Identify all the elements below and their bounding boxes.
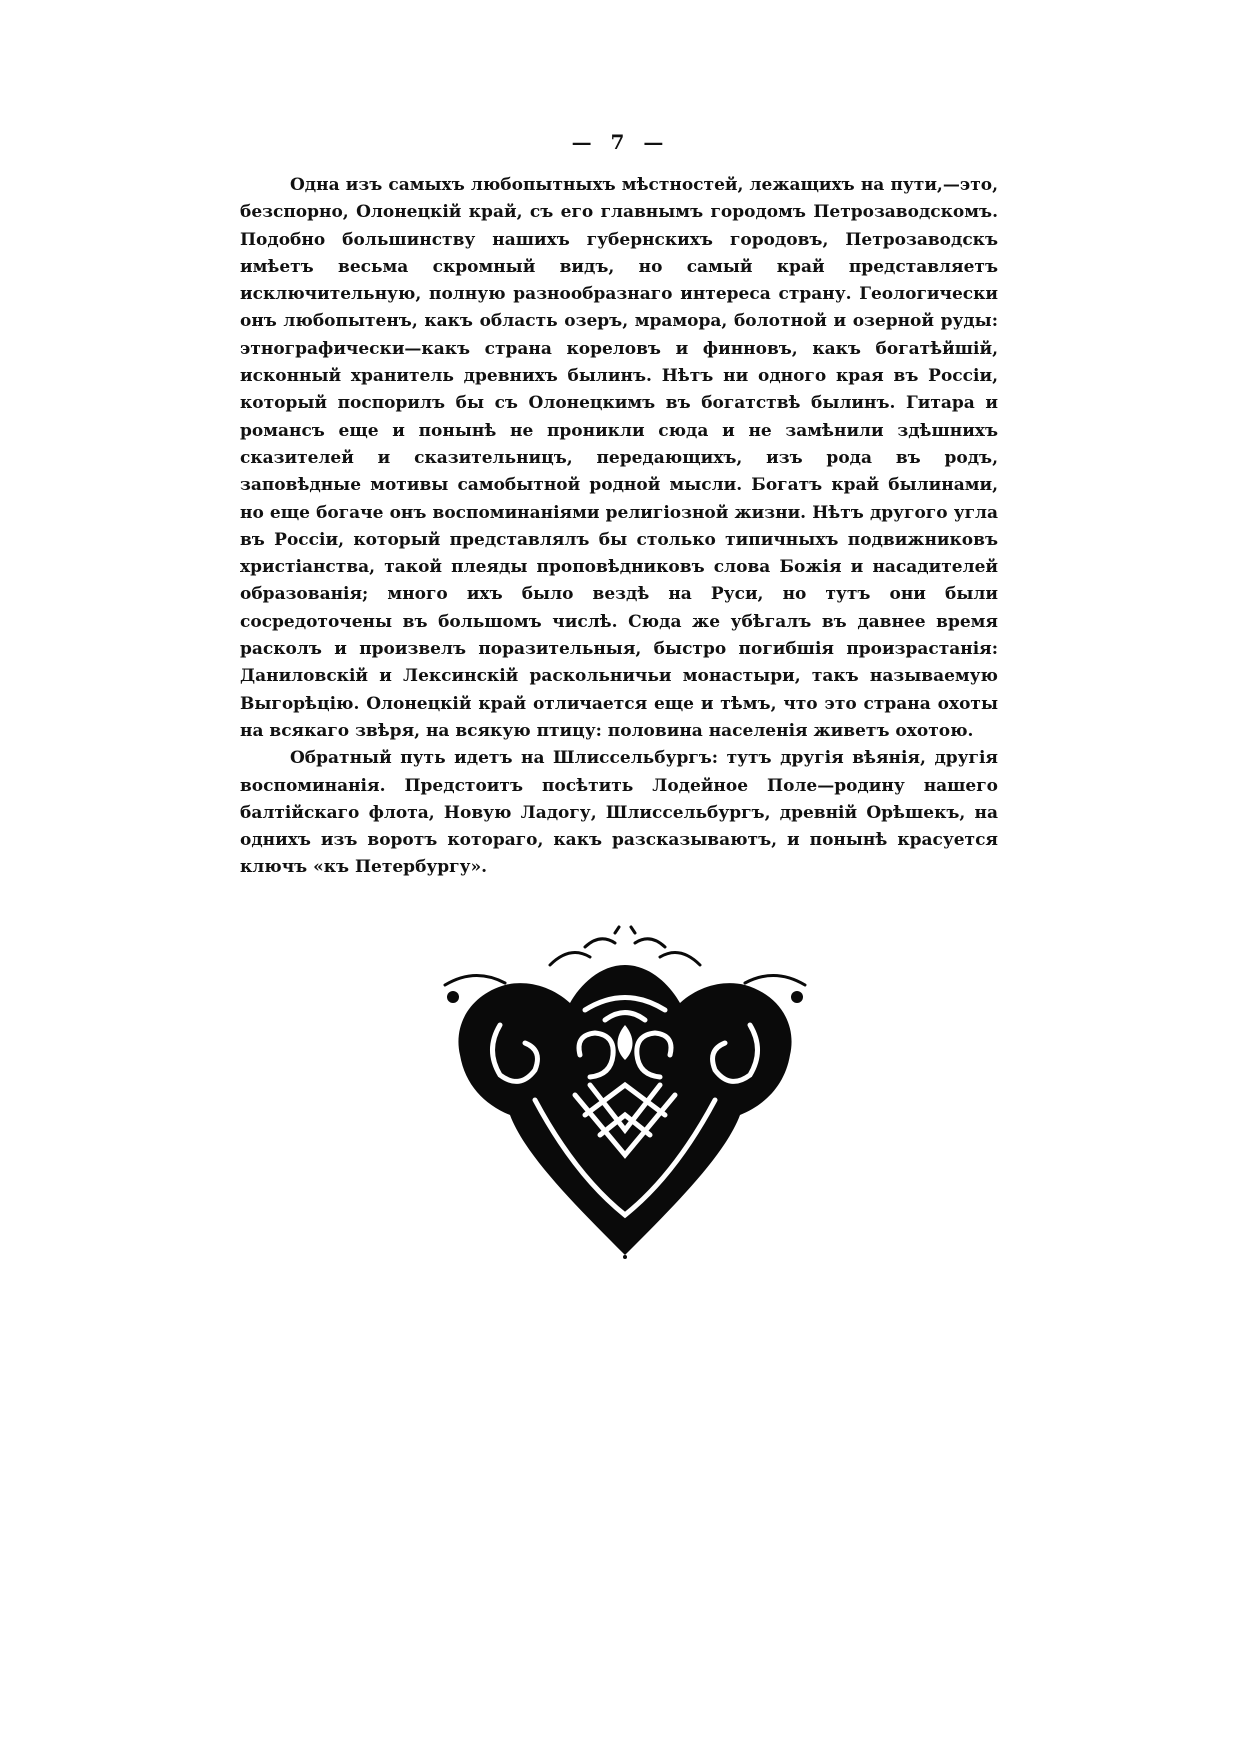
ornamental-vignette-icon (375, 925, 875, 1260)
body-text (240, 172, 998, 882)
paragraph: Одна изъ самыхъ любопытныхъ мѣстностей, лежащихъ на пути,—это, безспорно, Олонецкій край, съ его главнымъ городомъ Петрозаводскомъ. Подобно большинству нашихъ губернскихъ городовъ, Петрозаводскъ имѣетъ весьма скромный видъ, но самый край представляетъ исключительную, полную разнообразнаго интереса страну. Геологически онъ любопытенъ, какъ область озеръ, мрамора, болотной и озерной руды: этнографически—какъ страна кореловъ и финновъ, какъ богатѣйшій, исконный хранитель древнихъ былинъ. Нѣтъ ни одного края въ Россіи, который поспорилъ бы съ Олонецкимъ въ богатствѣ былинъ. Гитара и романсъ еще и понынѣ не проникли сюда и не замѣнили здѣшнихъ сказителей и сказительницъ, передающихъ, изъ рода въ родъ, заповѣдные мотивы самобытной родной мысли. Богатъ край былинами, но еще богаче онъ воспоминаніями религіозной жизни. Нѣтъ другого угла въ Россіи, который представлялъ бы столько типичныхъ подвижниковъ христіанства, такой плеяды проповѣдниковъ слова Божія и насадителей образованія; много ихъ было вездѣ на Руси, но тутъ они были сосредоточены въ большомъ числѣ. Сюда же убѣгалъ въ давнее время расколъ и произвелъ поразительныя, быстро погибшія произрастанія: Даниловскій и Лексинскій раскольничьи монастыри, такъ называемую Выгорѣцію. Олонецкій край отличается еще и тѣмъ, что это страна охоты на всякаго звѣря, на всякую птицу: половина населенія живетъ охотою. (240, 175, 998, 741)
paragraph: Обратный путь идетъ на Шлиссельбургъ: тутъ другія вѣянія, другія воспоминанія. Предстоитъ посѣтить Лодейное Поле—родину нашего балтійскаго флота, Новую Ладогу, Шлиссельбургъ, древній Орѣшекъ, на однихъ изъ воротъ котораго, какъ разсказываютъ, и понынѣ красуется ключъ «къ Петербургу». (240, 748, 998, 878)
page-number: — 7 — (571, 130, 670, 154)
